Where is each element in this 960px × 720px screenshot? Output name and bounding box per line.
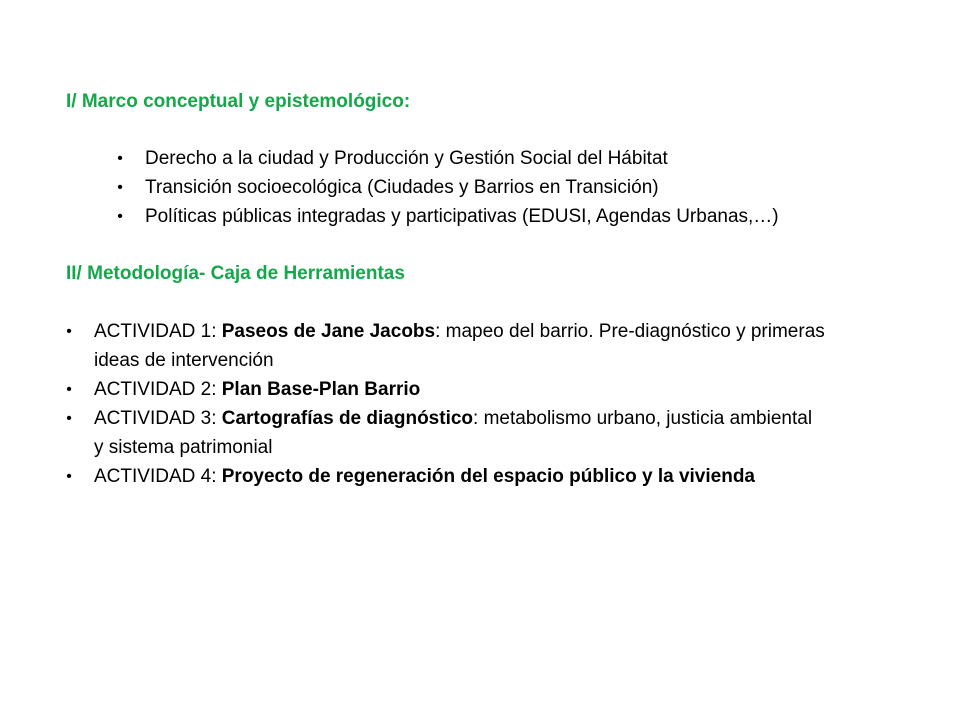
- list-item-text: Políticas públicas integradas y participativas (EDUSI, Agendas Urbanas,…): [145, 206, 779, 227]
- activity-item: [63, 404, 913, 462]
- activity-line: [94, 375, 913, 404]
- activities-list: [63, 317, 913, 491]
- activity-prefix: ACTIVIDAD 4:: [94, 466, 222, 487]
- activity-description: : metabolismo urbano, justicia ambiental: [473, 408, 813, 429]
- activity-line: [94, 404, 913, 433]
- activity-description-continued: y sistema patrimonial: [94, 437, 273, 458]
- activity-title: Proyecto de regeneración del espacio público y la vivienda: [221, 466, 755, 487]
- activity-prefix: ACTIVIDAD 1:: [94, 321, 222, 342]
- activity-item: [63, 375, 913, 404]
- section-2-heading: II/ Metodología- Caja de Herramientas: [66, 263, 405, 284]
- activity-item: [63, 462, 913, 491]
- section-1-list: [114, 144, 914, 231]
- bullet-icon: •: [66, 468, 72, 485]
- activity-item: [63, 317, 913, 375]
- activity-line: [94, 317, 913, 346]
- activity-title: Paseos de Jane Jacobs: [221, 321, 436, 342]
- activity-title: Cartografías de diagnóstico: [221, 408, 474, 429]
- list-item: [114, 202, 914, 231]
- section-1-heading: I/ Marco conceptual y epistemológico:: [66, 91, 411, 112]
- bullet-icon: •: [117, 150, 123, 167]
- list-item-text: Derecho a la ciudad y Producción y Gestión Social del Hábitat: [145, 148, 668, 169]
- bullet-icon: •: [66, 323, 72, 340]
- bullet-icon: •: [117, 179, 123, 196]
- activity-prefix: ACTIVIDAD 2:: [94, 379, 222, 400]
- activity-description-continued: ideas de intervención: [94, 350, 274, 371]
- activity-title: Plan Base-Plan Barrio: [221, 379, 421, 400]
- activity-prefix: ACTIVIDAD 3:: [94, 408, 222, 429]
- list-item-text: Transición socioecológica (Ciudades y Barrios en Transición): [145, 177, 659, 198]
- bullet-icon: •: [117, 208, 123, 225]
- activity-description: : mapeo del barrio. Pre-diagnóstico y primeras: [435, 321, 825, 342]
- list-item: [114, 144, 914, 173]
- bullet-icon: •: [66, 410, 72, 427]
- list-item: [114, 173, 914, 202]
- bullet-icon: •: [66, 381, 72, 398]
- activity-line: [94, 462, 913, 491]
